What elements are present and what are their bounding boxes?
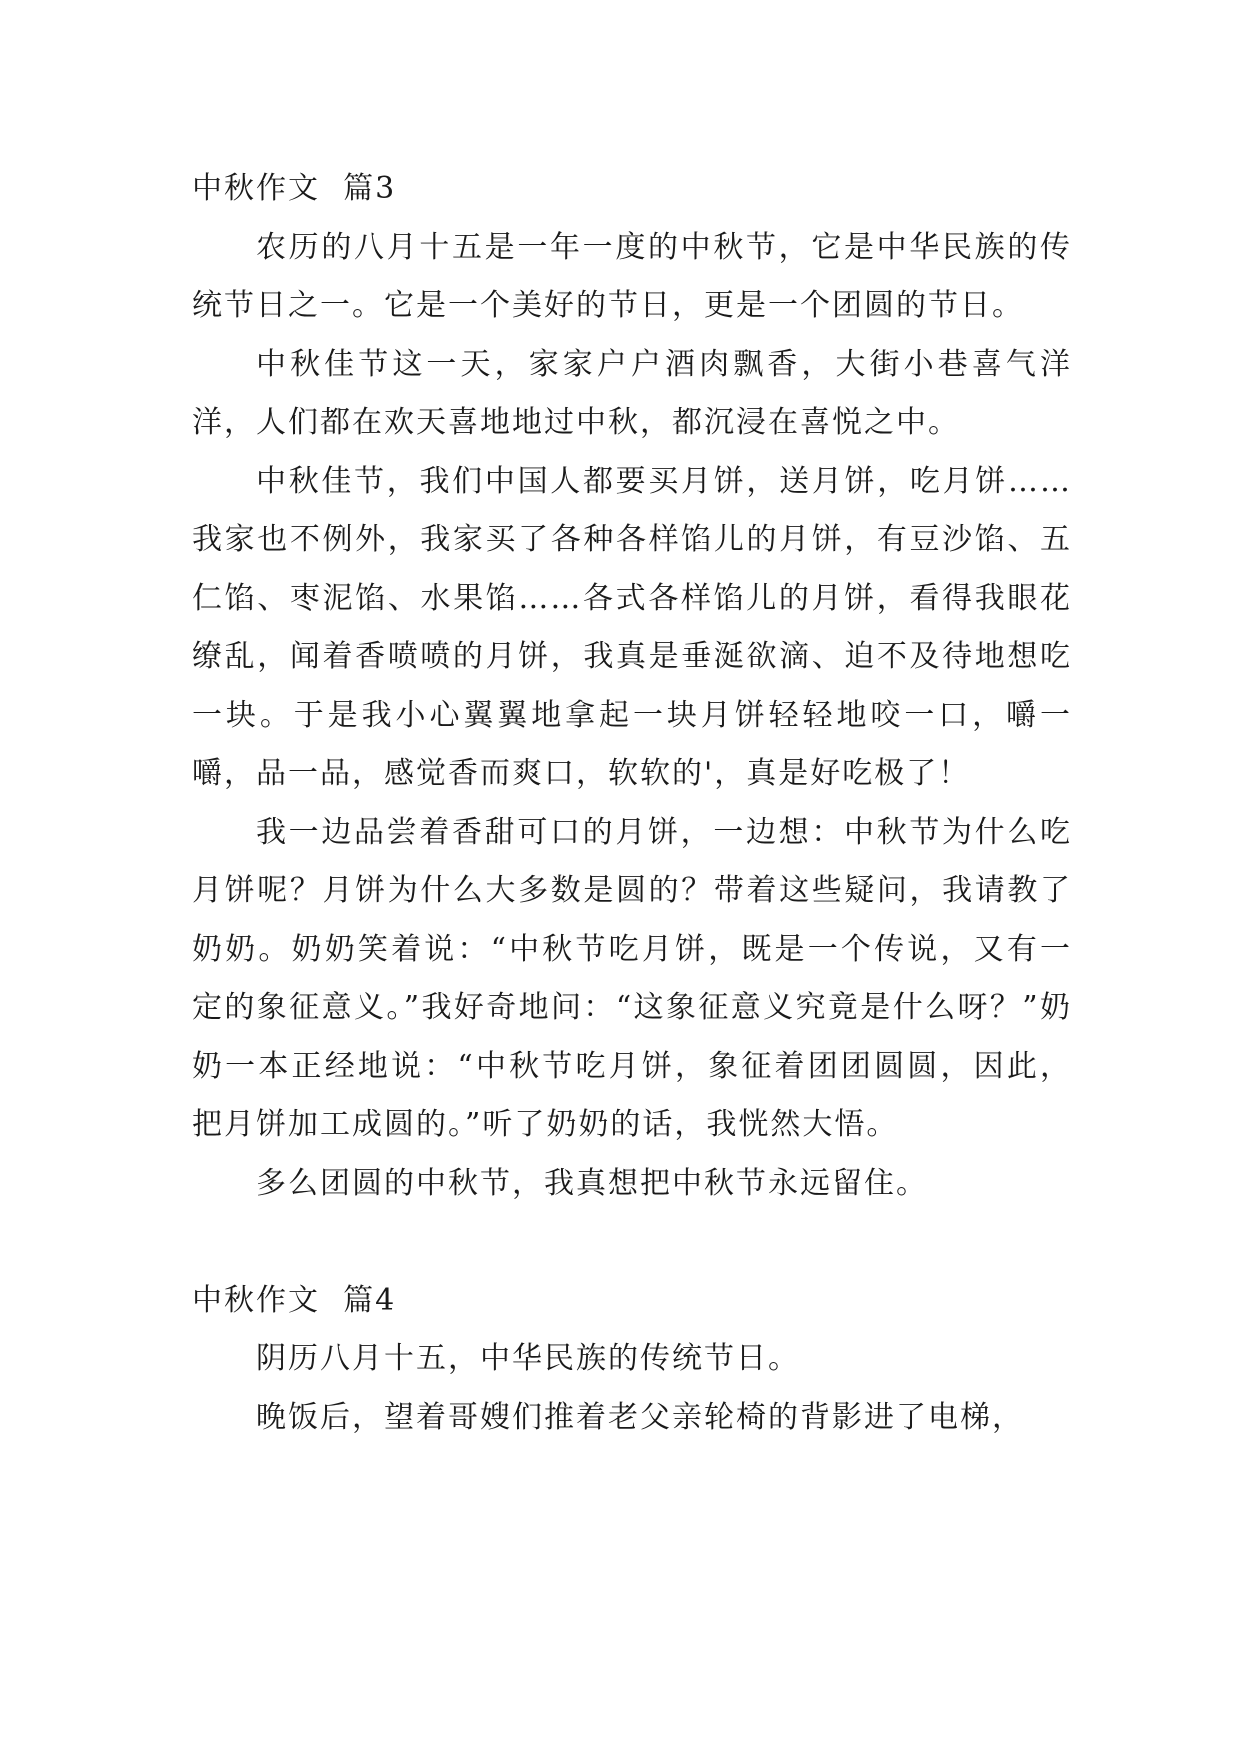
paragraph-lunar-date: 阴历八月十五，中华民族的传统节日。 bbox=[256, 1341, 800, 1376]
paragraph-after-dinner: 晚饭后，望着哥嫂们推着老父亲轮椅的背影进了电梯， bbox=[256, 1399, 1024, 1435]
paragraph-grandma: 我一边品尝着香甜可口的月饼，一边想：中秋节为什么吃月饼呢？月饼为什么大多数是圆的？带着这些疑问，我请教了奶奶。奶奶笑着说：“中秋节吃月饼，既是一个传说，又有一定的象征意义。”我好奇地问：“这象征意义究竟是什么呀？”奶奶一本正经地说：“中秋节吃月饼，象征着团团圆圆，因此，把月饼加工成圆的。”听了奶奶的话，我恍然大悟。 bbox=[192, 814, 1072, 1142]
section-spacer bbox=[192, 1213, 1072, 1272]
paragraph-intro: 农历的八月十五是一年一度的中秋节，它是中华民族的传统节日之一。它是一个美好的节日，更是一个团圆的节日。 bbox=[192, 229, 1072, 323]
paragraph-conclusion: 多么团圆的中秋节，我真想把中秋节永远留住。 bbox=[256, 1165, 928, 1201]
paragraph-festival-day: 中秋佳节这一天，家家户户酒肉飘香，大街小巷喜气洋洋，人们都在欢天喜地地过中秋，都沉浸在喜悦之中。 bbox=[192, 346, 1072, 440]
document-body bbox=[192, 160, 1072, 1447]
section-title-4: 中秋作文 篇4 bbox=[192, 1282, 397, 1318]
section-title-3: 中秋作文 篇3 bbox=[192, 171, 397, 206]
paragraph-mooncakes: 中秋佳节，我们中国人都要买月饼，送月饼，吃月饼……我家也不例外，我家买了各种各样馅儿的月饼，有豆沙馅、五仁馅、枣泥馅、水果馅……各式各样馅儿的月饼，看得我眼花缭乱，闻着香喷喷的月饼，我真是垂涎欲滴、迫不及待地想吃一块。于是我小心翼翼地拿起一块月饼轻轻地咬一口，嚼一嚼，品一品，感觉香而爽口，软软的'，真是好吃极了！ bbox=[192, 463, 1072, 791]
